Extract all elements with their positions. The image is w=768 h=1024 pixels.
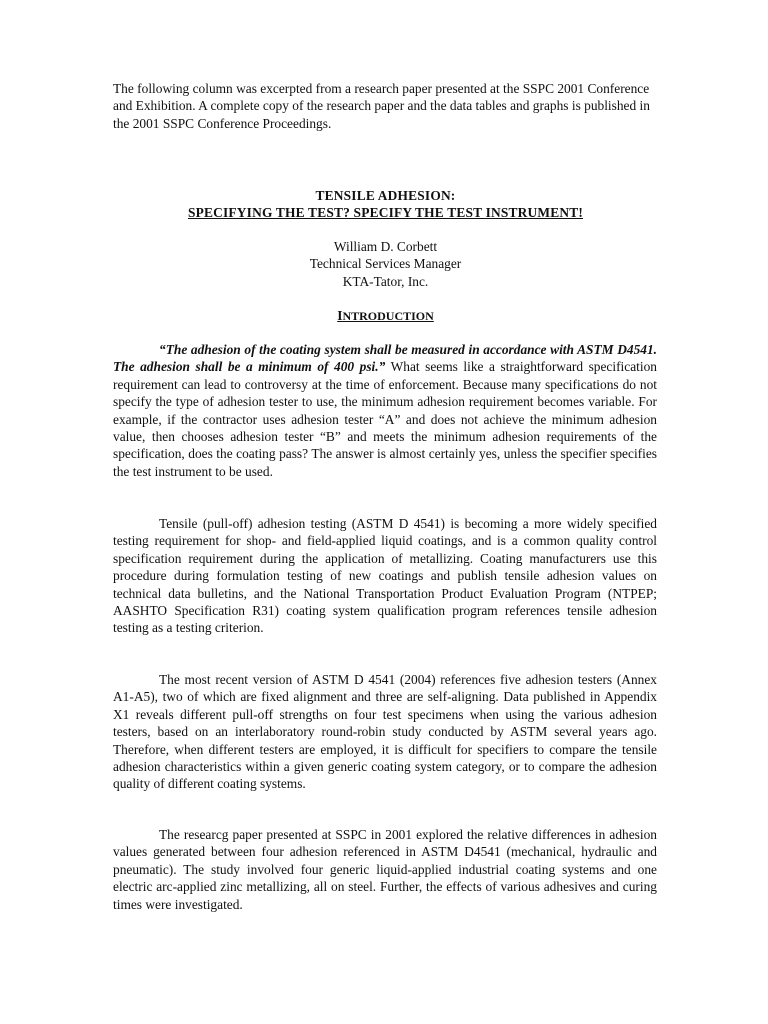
paragraph-1-quote: “The adhesion of the coating system shall be measured in accordance with ASTM D4541. The adhesion shall be a minimum of 400 psi.”: [113, 342, 657, 375]
author-name: William D. Corbett: [333, 239, 438, 254]
article-title: [113, 187, 658, 222]
section-heading: [113, 307, 658, 325]
paragraph-4: The researcg paper presented at SSPC in 2001 explored the relative differences in adhesion values generated between four adhesion referenced in ASTM D4541 (mechanical, hydraulic and pneumatic). The study involved four generic liquid-applied industrial coating systems and one electric arc-applied zinc metallizing, all on steel. Further, the effects of various adhesives and curing times were investigated.: [113, 827, 657, 912]
excerpt-note: The following column was excerpted from a research paper presented at the SSPC 2001 Conference and Exhibition. A complete copy of the research paper and the data tables and graphs is published in the 2001 SSPC Conference Proceedings.: [113, 81, 650, 131]
author-company: KTA-Tator, Inc.: [342, 273, 429, 289]
section-heading-initial: I: [337, 308, 343, 323]
paragraph-2: Tensile (pull-off) adhesion testing (ASTM D 4541) is becoming a more widely specified testing requirement for shop- and field-applied liquid coatings, and is a common quality control specification requirement during the application of metallizing. Coating manufacturers use this procedure during formulation testing of new coatings and publish tensile adhesion values on technical data bulletins, and the National Transportation Product Evaluation Program (NTPEP; AASHTO Specification R31) coating system qualification program references tensile adhesion testing as a testing criterion.: [113, 516, 657, 636]
title-line-1: TENSILE ADHESION:: [315, 188, 456, 203]
author-block: [113, 238, 658, 290]
paragraph-1-body: What seems like a straightforward specification requirement can lead to controversy at the time of enforcement. Because many specifications do not specify the type of adhesion tester to use, the minimum adhesion requirement becomes variable. For example, if the contractor uses adhesion tester “A” and does not achieve the minimum adhesion value, then chooses adhesion tester “B” and meets the minimum adhesion requirements of the specification, does the coating pass? The answer is almost certainly yes, unless the specifier specifies the test instrument to be used.: [113, 359, 657, 479]
paragraph-3: The most recent version of ASTM D 4541 (2004) references five adhesion testers (Annex A1-A5), two of which are fixed alignment and three are self-aligning. Data published in Appendix X1 reveals different pull-off strengths on four test specimens when using the various adhesion testers, based on an interlaboratory round-robin study conducted by ASTM several years ago. Therefore, when different testers are employed, it is difficult for specifiers to compare the tensile adhesion characteristics within a given generic coating system category, or to compare the adhesion quality of different coating systems.: [113, 672, 657, 792]
paragraph-1: [113, 341, 657, 480]
section-heading-rest: NTRODUCTION: [342, 309, 434, 323]
title-line-2: SPECIFYING THE TEST? SPECIFY THE TEST INSTRUMENT!: [187, 205, 584, 221]
author-role: Technical Services Manager: [309, 256, 462, 272]
